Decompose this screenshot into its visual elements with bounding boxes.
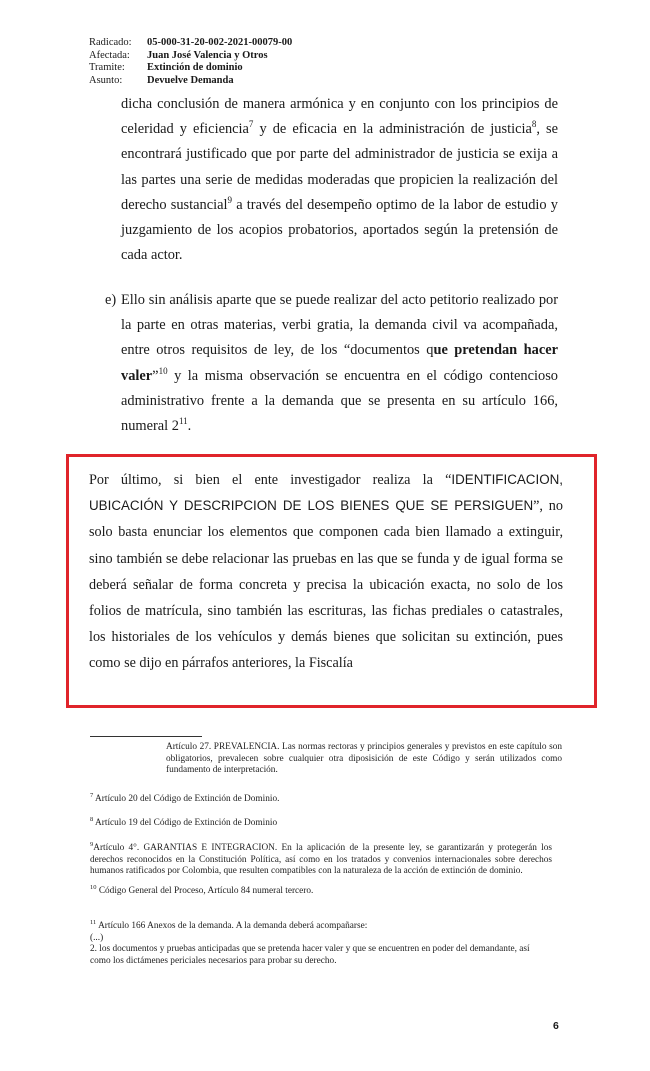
tramite-label: Tramite: bbox=[89, 62, 125, 73]
paragraph-text: y la misma observación se encuentra en el código contencioso administrativo frente a la demanda que se presenta en su artículo 166, numeral 2 bbox=[121, 367, 558, 435]
footnote-text: Código General del Proceso, Artículo 84 numeral tercero. bbox=[96, 886, 314, 896]
footnote-text: Artículo 4°. GARANTIAS E INTEGRACION. En la aplicación de la presente ley, se garantizarán y protegerán los derechos reconocidos en la Constitución Política, así como en los tratados y convenios internacionales sobre derechos humanos ratificados por Colombia, que resulten compatibles con la naturaleza de la acción de extinción de dominio. bbox=[90, 843, 552, 877]
footnote-separator bbox=[90, 736, 202, 737]
asunto-value: Devuelve Demanda bbox=[147, 74, 234, 86]
footnote-number: 8 bbox=[90, 815, 94, 823]
footnote-ref-7: 7 bbox=[248, 119, 254, 130]
caps-quote: IDENTIFICACION, UBICACIÓN Y DESCRIPCION DE LOS BIENES QUE SE PERSIGUEN bbox=[89, 472, 563, 514]
footnote-ref-9: 9 bbox=[227, 195, 232, 206]
footnote-ref-11: 11 bbox=[178, 416, 188, 427]
footnote-text: Artículo 166 Anexos de la demanda. A la demanda deberá acompañarse: bbox=[96, 921, 368, 931]
footnote-number: 7 bbox=[90, 791, 94, 799]
paragraph-text: Por último, si bien el ente investigador realiza la “ bbox=[89, 472, 452, 488]
paragraph-text: . bbox=[187, 418, 192, 435]
footnote-number: 11 bbox=[90, 918, 97, 926]
footnote-continuation: Artículo 27. PREVALENCIA. Las normas rectoras y principios generales y previstos en este capítulo son obligatorios, prevalecen sobre cualquier otra diposisición de este Código y serán utilizados como fundamento de interpretación. bbox=[166, 742, 562, 776]
paragraph-text: , se encontrará justificado que por parte del administrador de justicia se exija a las partes una serie de medidas moderadas que propicien la realización del derecho sustancial bbox=[121, 121, 558, 213]
footnote-line bbox=[90, 918, 552, 933]
highlighted-paragraph bbox=[89, 467, 563, 677]
list-item-text bbox=[121, 288, 558, 439]
tramite-value: Extinción de dominio bbox=[147, 62, 243, 73]
afectada-row bbox=[89, 50, 292, 63]
footnote-text: Artículo 20 del Código de Extinción de Dominio. bbox=[93, 794, 280, 804]
footnote-text: Artículo 19 del Código de Extinción de Dominio bbox=[93, 818, 278, 828]
page-number: 6 bbox=[553, 1020, 559, 1032]
asunto-label: Asunto: bbox=[89, 74, 123, 86]
footnote-7 bbox=[90, 791, 560, 806]
footnote-ref-10: 10 bbox=[158, 365, 168, 376]
bold-text: ue pretendan hacer valer bbox=[121, 342, 558, 384]
footnote-ref-8: 8 bbox=[531, 119, 537, 130]
afectada-value: Juan José Valencia y Otros bbox=[147, 49, 268, 61]
paragraph-text: Ello sin análisis aparte que se puede realizar del acto petitorio realizado por la parte en otras materias, verbi gratia, la demanda civil va acompañada, entre otros requisitos de ley, de los “documentos q bbox=[121, 292, 558, 359]
radicado-row bbox=[89, 37, 292, 50]
paragraph-text: ”, no solo basta enunciar los elementos que componen cada bien llamado a extinguir, sino también se debe relacionar las pruebas en las que se funda y de igual forma se deberá señalar de forma concreta y precisa la ubicación exacta, no solo de los folios de matrícula, sino también las escrituras, las fichas prediales o catastrales, los historiales de los vehículos y demás bienes que solicitan su extinción, pues como se dijo en párrafos anteriores, la Fiscalía bbox=[89, 498, 563, 672]
footnote-line: 2. los documentos y pruebas anticipadas que se pretenda hacer valer y que se encuentren en poder del demandante, así como los dictámenes periciales necesarios para probar su derecho. bbox=[90, 944, 530, 966]
footnote-8 bbox=[90, 815, 560, 830]
footnote-line: (...) bbox=[90, 932, 104, 943]
radicado-label: Radicado: bbox=[89, 37, 132, 48]
body-paragraph bbox=[121, 92, 558, 268]
paragraph-text: y de eficacia en la administración de justicia bbox=[253, 121, 532, 138]
footnote-number: 9 bbox=[90, 840, 94, 848]
footnote-11 bbox=[90, 918, 552, 967]
tramite-row bbox=[89, 62, 292, 75]
footnote-9 bbox=[90, 840, 552, 878]
paragraph-text: a través del desempeño optimo de la labor de estudio y juzgamiento de los acopios probatorios, aportados según la pretensión de cada actor. bbox=[121, 196, 558, 264]
case-header bbox=[89, 37, 292, 87]
radicado-value: 05-000-31-20-002-2021-00079-00 bbox=[147, 37, 293, 48]
afectada-label: Afectada: bbox=[89, 49, 130, 61]
paragraph-text: ” bbox=[152, 367, 159, 384]
footnote-number: 10 bbox=[90, 883, 97, 891]
list-item-e bbox=[105, 288, 558, 439]
list-marker: e) bbox=[105, 292, 117, 308]
footnote-10 bbox=[90, 883, 560, 898]
paragraph-text: dicha conclusión de manera armónica y en conjunto con los principios de celeridad y eficiencia bbox=[121, 96, 558, 138]
asunto-row bbox=[89, 75, 292, 88]
